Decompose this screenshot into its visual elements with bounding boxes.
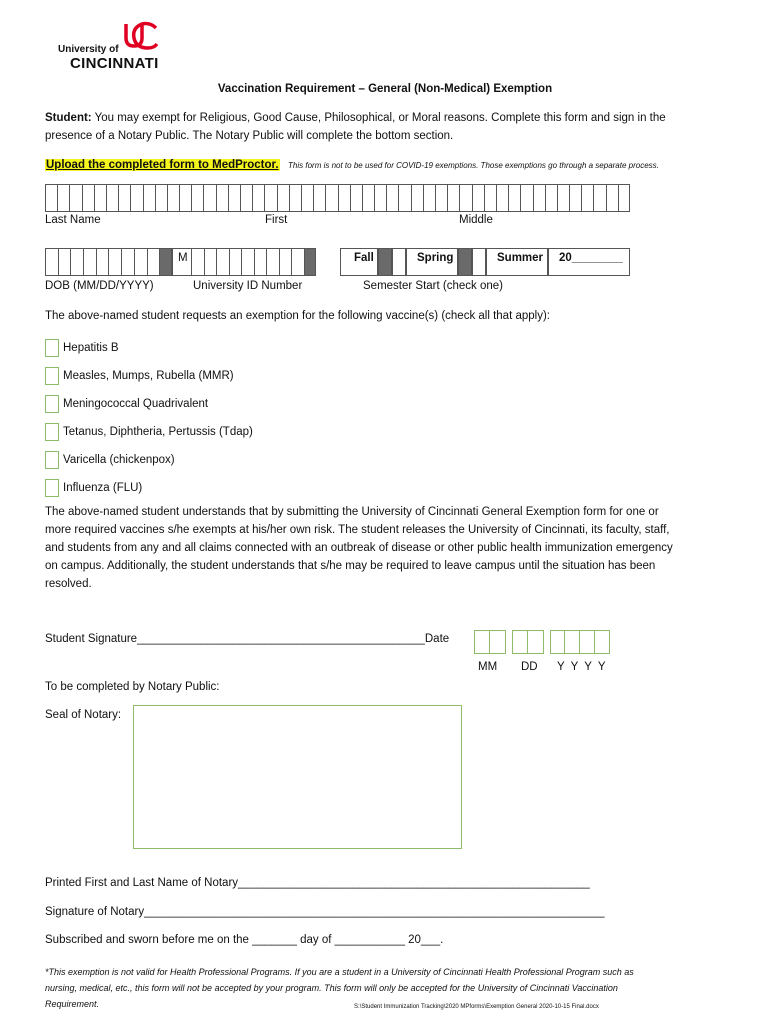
semester-summer[interactable]: Summer: [486, 248, 548, 276]
semester-year[interactable]: 20________: [548, 248, 630, 276]
date-mm-boxes[interactable]: [474, 630, 506, 654]
risk-line: resolved.: [45, 578, 92, 590]
char-cell[interactable]: [520, 184, 532, 212]
char-cell[interactable]: [398, 184, 410, 212]
char-cell[interactable]: [447, 184, 459, 212]
footnote: [45, 964, 745, 1015]
char-cell[interactable]: [533, 184, 545, 212]
student-signature-line[interactable]: Student Signature_____________________________________________Date: [45, 633, 450, 645]
char-cell[interactable]: [338, 184, 350, 212]
char-cell[interactable]: [569, 184, 581, 212]
char-cell[interactable]: [143, 184, 155, 212]
university-id-box-row[interactable]: [191, 248, 316, 276]
char-cell[interactable]: [159, 248, 172, 276]
char-cell[interactable]: [279, 248, 292, 276]
dob-box-row[interactable]: [45, 248, 172, 276]
char-cell[interactable]: [606, 184, 618, 212]
risk-line: and students from any and all claims connected with an outbreak of disease or other public health immunization emergency: [45, 542, 673, 554]
file-path: S:\Student Immunization Tracking\2020 MPforms\Exemption General 2020-10-15 Final.docx: [354, 1004, 599, 1010]
char-cell[interactable]: [313, 184, 325, 212]
char-cell[interactable]: [45, 184, 57, 212]
date-mm-label: MM: [478, 661, 498, 673]
semester-fall[interactable]: Fall: [340, 248, 378, 276]
risk-line: on campus. Additionally, the student understands that s/he may be required to leave campus until the situation has been: [45, 560, 656, 572]
logo-university-of: University of: [58, 44, 119, 55]
spacer-cell: [392, 248, 406, 276]
char-cell[interactable]: [106, 184, 118, 212]
vaccine-item[interactable]: [45, 390, 253, 418]
vaccine-list: [45, 334, 253, 502]
char-cell[interactable]: [411, 184, 423, 212]
notary-seal-box[interactable]: [133, 705, 462, 849]
char-cell[interactable]: [94, 184, 106, 212]
char-cell[interactable]: [374, 184, 386, 212]
date-dd-boxes[interactable]: [512, 630, 544, 654]
first-name-label: First: [265, 214, 288, 226]
char-cell[interactable]: [155, 184, 167, 212]
footnote-line: Requirement.: [45, 999, 100, 1009]
char-cell[interactable]: [386, 184, 398, 212]
char-cell[interactable]: [472, 184, 484, 212]
spring-checkbox[interactable]: [458, 248, 472, 276]
intro-label: Student:: [45, 112, 92, 124]
char-cell[interactable]: [350, 184, 362, 212]
footnote-line: nursing, medical, etc., this form will not be accepted by your program. This form will only be accepted for the University of Cincinnati Vaccination: [45, 983, 618, 993]
uc-logo-mark-icon: [118, 20, 158, 52]
char-cell[interactable]: [593, 184, 605, 212]
upload-instruction: Upload the completed form to MedProctor.: [46, 159, 279, 171]
semester-label: Semester Start (check one): [363, 280, 503, 292]
vaccine-item[interactable]: [45, 362, 253, 390]
char-cell[interactable]: [191, 248, 204, 276]
char-cell[interactable]: [241, 248, 254, 276]
last-name-label: Last Name: [45, 214, 101, 226]
notary-heading: To be completed by Notary Public:: [45, 681, 220, 693]
char-cell[interactable]: [291, 248, 304, 276]
checkbox[interactable]: [45, 367, 59, 385]
checkbox[interactable]: [45, 451, 59, 469]
char-cell[interactable]: [618, 184, 630, 212]
vaccine-label: Hepatitis B: [63, 342, 119, 354]
vaccine-prompt: The above-named student requests an exemption for the following vaccine(s) (check all that apply):: [45, 310, 550, 322]
char-cell[interactable]: [179, 184, 191, 212]
university-id-label: University ID Number: [193, 280, 303, 292]
char-cell[interactable]: [484, 184, 496, 212]
date-yyyy-label: Y Y Y Y: [557, 661, 606, 673]
char-cell[interactable]: [83, 248, 96, 276]
middle-name-label: Middle: [459, 214, 493, 226]
checkbox[interactable]: [45, 339, 59, 357]
covid-note: This form is not to be used for COVID-19 exemptions. Those exemptions go through a separate process.: [288, 161, 659, 170]
date-yyyy-boxes[interactable]: [550, 630, 610, 654]
char-cell[interactable]: [121, 248, 134, 276]
char-cell[interactable]: [58, 248, 71, 276]
char-cell[interactable]: [240, 184, 252, 212]
vaccine-label: Measles, Mumps, Rubella (MMR): [63, 370, 234, 382]
char-cell[interactable]: [496, 184, 508, 212]
risk-line: more required vaccines s/he exempts at his/her own risk. The student releases the University of Cincinnati, its faculty, staff,: [45, 524, 670, 536]
vaccine-label: Influenza (FLU): [63, 482, 143, 494]
char-cell[interactable]: [167, 184, 179, 212]
notary-printed-name-line[interactable]: Printed First and Last Name of Notary_______________________________________________________: [45, 877, 590, 889]
char-cell[interactable]: [70, 248, 83, 276]
char-cell[interactable]: [108, 248, 121, 276]
char-cell[interactable]: [508, 184, 520, 212]
char-cell[interactable]: [69, 184, 81, 212]
semester-spring[interactable]: Spring: [406, 248, 458, 276]
char-cell[interactable]: [423, 184, 435, 212]
char-cell[interactable]: [254, 248, 267, 276]
char-cell[interactable]: [203, 184, 215, 212]
footnote-line: *This exemption is not valid for Health Professional Programs. If you are a student in a University of Cincinnati Health Professional Program such as: [45, 967, 634, 977]
vaccine-item[interactable]: [45, 334, 253, 362]
date-dd-label: DD: [521, 661, 538, 673]
char-cell[interactable]: [362, 184, 374, 212]
notary-signature-line[interactable]: Signature of Notary________________________________________________________________________: [45, 906, 605, 918]
char-cell[interactable]: [545, 184, 557, 212]
char-cell[interactable]: [435, 184, 447, 212]
fall-checkbox[interactable]: [378, 248, 392, 276]
char-cell[interactable]: [557, 184, 569, 212]
vaccine-item[interactable]: [45, 418, 253, 446]
checkbox[interactable]: [45, 479, 59, 497]
char-cell[interactable]: [277, 184, 289, 212]
char-cell[interactable]: [134, 248, 147, 276]
spacer-cell: [472, 248, 486, 276]
char-cell[interactable]: [301, 184, 313, 212]
char-cell[interactable]: [581, 184, 593, 212]
form-title: Vaccination Requirement – General (Non-Medical) Exemption: [217, 83, 553, 95]
char-cell[interactable]: [216, 248, 229, 276]
char-cell[interactable]: [304, 248, 317, 276]
char-cell[interactable]: [204, 248, 217, 276]
char-cell[interactable]: [229, 248, 242, 276]
char-cell[interactable]: [289, 184, 301, 212]
name-box-row[interactable]: [45, 184, 630, 212]
char-cell[interactable]: [82, 184, 94, 212]
char-cell[interactable]: [264, 184, 276, 212]
checkbox[interactable]: [45, 423, 59, 441]
checkbox[interactable]: [45, 395, 59, 413]
sworn-statement[interactable]: Subscribed and sworn before me on the _______ day of ___________ 20___.: [45, 934, 444, 946]
notary-seal-label: Seal of Notary:: [45, 709, 122, 721]
char-cell[interactable]: [147, 248, 160, 276]
char-cell[interactable]: [45, 248, 58, 276]
char-cell[interactable]: [191, 184, 203, 212]
date-boxes[interactable]: [474, 630, 610, 654]
vaccine-label: Tetanus, Diphtheria, Pertussis (Tdap): [63, 426, 253, 438]
char-cell[interactable]: [252, 184, 264, 212]
risk-line: The above-named student understands that by submitting the University of Cincinnati General Exemption form for one or: [45, 506, 659, 518]
char-cell[interactable]: [266, 248, 279, 276]
intro-line1: You may exempt for Religious, Good Cause, Philosophical, or Moral reasons. Complete this form and sign in the: [91, 112, 666, 124]
id-m-prefix: M: [172, 248, 192, 276]
char-cell[interactable]: [118, 184, 130, 212]
char-cell[interactable]: [96, 248, 109, 276]
char-cell[interactable]: [57, 184, 69, 212]
char-cell[interactable]: [325, 184, 337, 212]
char-cell[interactable]: [228, 184, 240, 212]
char-cell[interactable]: [130, 184, 142, 212]
vaccine-label: Meningococcal Quadrivalent: [63, 398, 209, 410]
vaccine-item[interactable]: [45, 446, 253, 474]
logo-cincinnati: CINCINNATI: [70, 55, 159, 72]
intro-paragraph: [45, 109, 735, 145]
dob-label: DOB (MM/DD/YYYY): [45, 280, 154, 292]
vaccine-item[interactable]: [45, 474, 253, 502]
risk-paragraph: [45, 503, 745, 593]
intro-line2: presence of a Notary Public. The Notary Public will complete the bottom section.: [45, 130, 454, 142]
char-cell[interactable]: [459, 184, 471, 212]
vaccine-label: Varicella (chickenpox): [63, 454, 175, 466]
char-cell[interactable]: [216, 184, 228, 212]
